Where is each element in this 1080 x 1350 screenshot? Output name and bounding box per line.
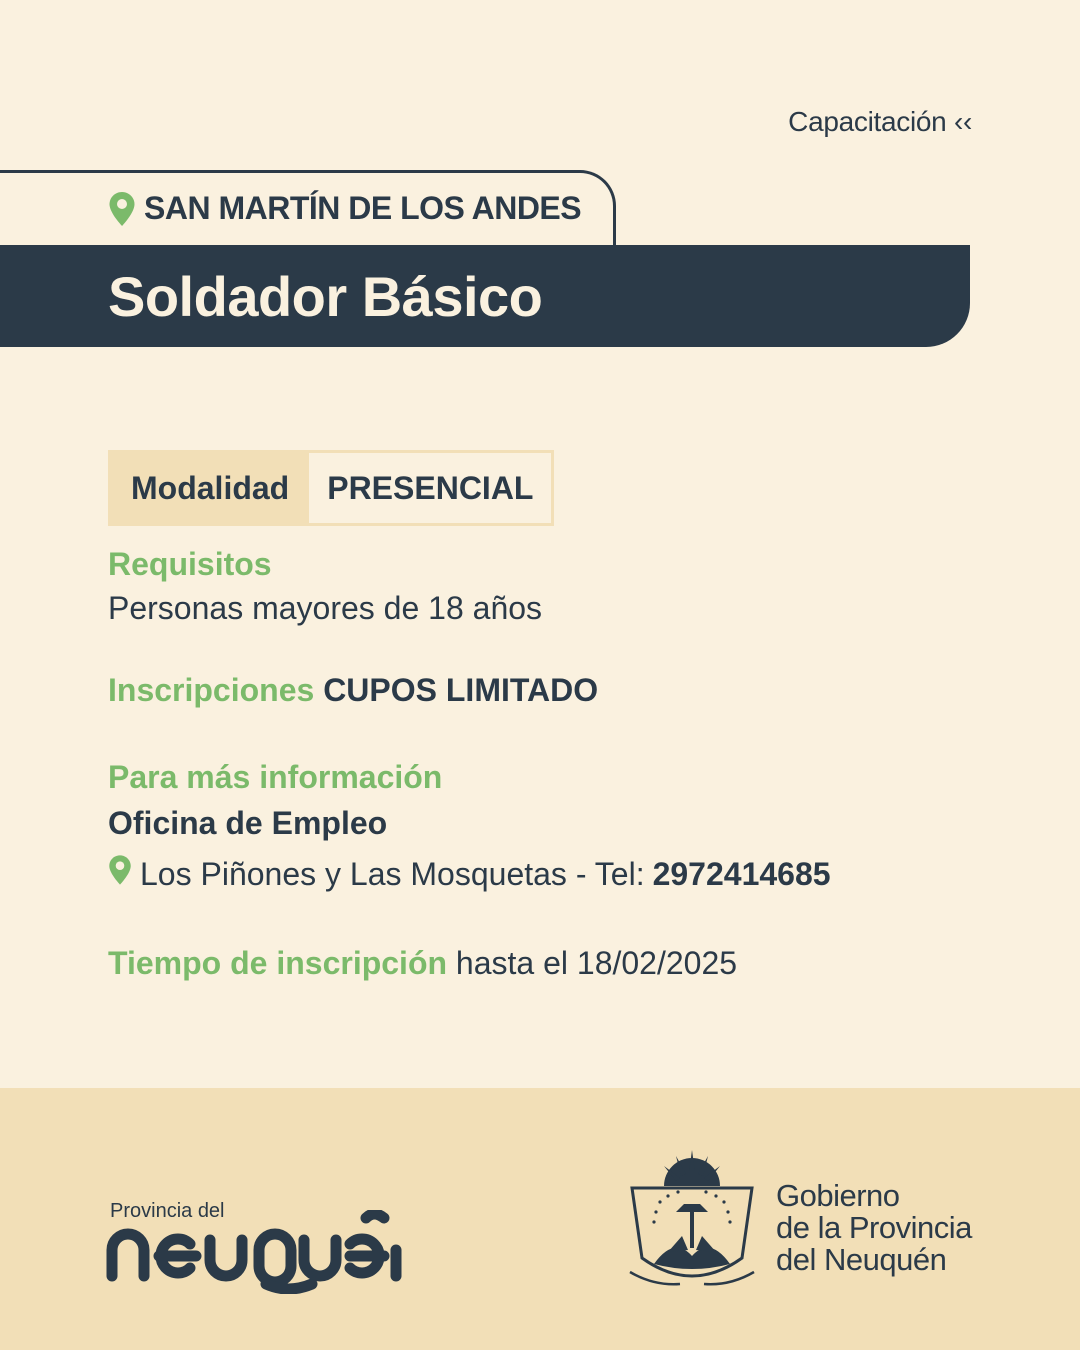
registration-label: Inscripciones <box>108 672 315 708</box>
registration <box>108 672 598 709</box>
category-label: Capacitación <box>788 106 947 137</box>
gov-line-3: del Neuquén <box>776 1242 947 1277</box>
location <box>108 190 581 227</box>
modality-label: Modalidad <box>111 453 309 523</box>
gov-line-2: de la Provincia <box>776 1210 972 1245</box>
location-pin-icon <box>108 191 136 227</box>
government-wordmark <box>776 1180 972 1276</box>
office-address <box>108 854 831 894</box>
province-crest-icon <box>624 1146 760 1301</box>
province-logo <box>104 1210 414 1299</box>
modality-value: PRESENCIAL <box>309 453 551 523</box>
course-title: Soldador Básico <box>108 265 543 328</box>
location-pin-icon <box>108 854 132 894</box>
province-logo-caption: Provincia del <box>110 1200 225 1222</box>
chevrons-left-icon: ‹‹ <box>953 106 972 137</box>
gov-line-1: Gobierno <box>776 1178 900 1213</box>
location-name: SAN MARTÍN DE LOS ANDES <box>144 190 582 226</box>
deadline-value: hasta el 18/02/2025 <box>455 945 738 981</box>
requirements-value: Personas mayores de 18 años <box>108 590 543 626</box>
phone-number: 2972414685 <box>652 855 831 892</box>
modality-box <box>108 450 554 526</box>
deadline-label: Tiempo de inscripción <box>108 945 448 981</box>
info-label: Para más información <box>108 759 443 795</box>
registration-value: CUPOS LIMITADO <box>323 672 599 708</box>
address-text: Los Piñones y Las Mosquetas - Tel: <box>140 855 645 892</box>
office-name: Oficina de Empleo <box>108 805 388 841</box>
requirements-label: Requisitos <box>108 546 272 582</box>
category-tag <box>788 106 972 138</box>
deadline <box>108 945 737 982</box>
